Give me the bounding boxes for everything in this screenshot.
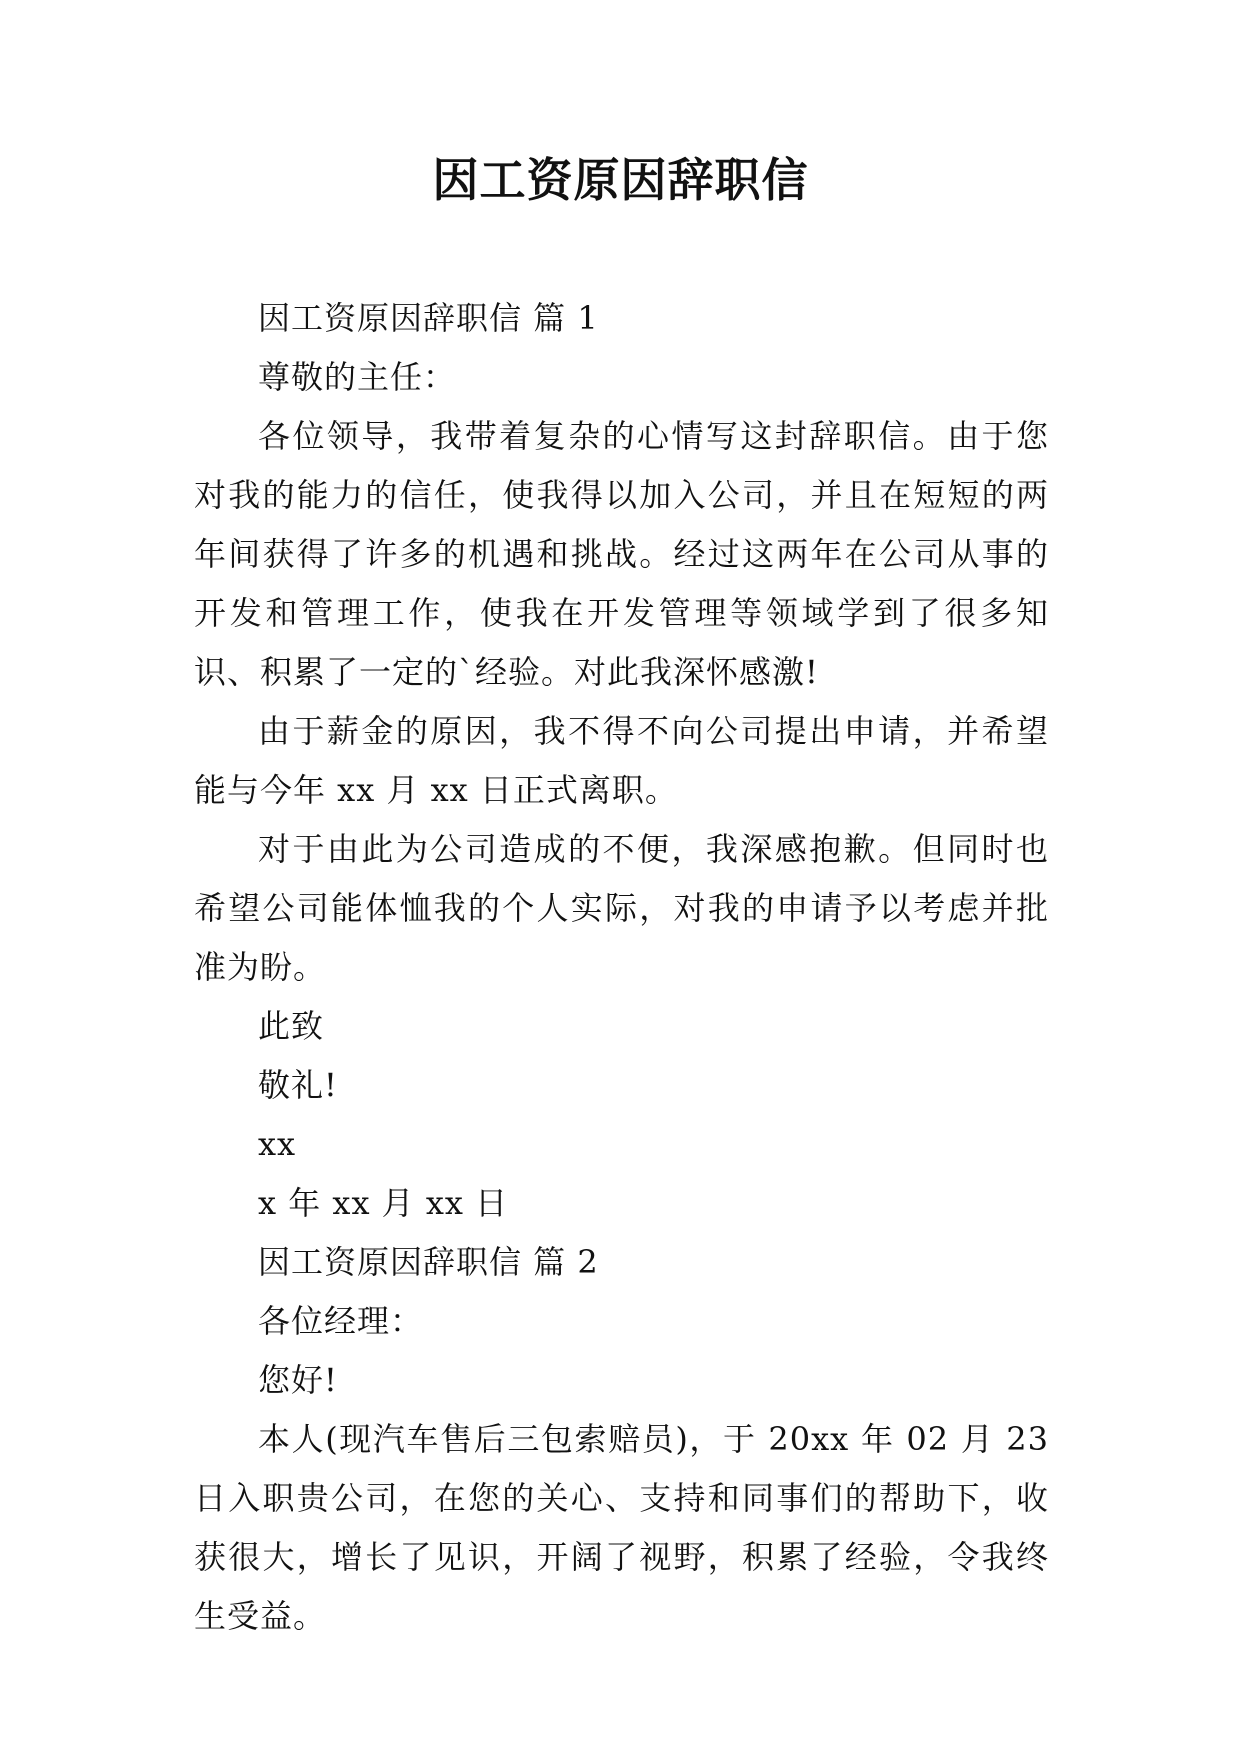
body-paragraph: 对于由此为公司造成的不便，我深感抱歉。但同时也希望公司能体恤我的个人实际，对我的申请予以考虑并批准为盼。 bbox=[194, 830, 1049, 986]
body-paragraph: 本人(现汽车售后三包索赔员)，于 20xx 年 02 月 23 日入职贵公司，在您的关心、支持和同事们的帮助下，收获很大，增长了见识，开阔了视野，积累了经验，令我终生受益。 bbox=[194, 1420, 1049, 1635]
closing-regards: 敬礼! bbox=[258, 1066, 338, 1104]
document-title: 因工资原因辞职信 bbox=[432, 153, 809, 207]
signature-date: x 年 xx 月 xx 日 bbox=[258, 1184, 509, 1222]
signature-name: xx bbox=[258, 1125, 297, 1163]
section-heading-2: 因工资原因辞职信 篇 2 bbox=[258, 1243, 599, 1281]
greeting: 您好! bbox=[258, 1361, 338, 1399]
salutation: 尊敬的主任： bbox=[258, 358, 457, 396]
body-paragraph: 各位领导，我带着复杂的心情写这封辞职信。由于您对我的能力的信任，使我得以加入公司，并且在短短的两年间获得了许多的机遇和挑战。经过这两年在公司从事的开发和管理工作，使我在开发管理等领域学到了很多知识、积累了一定的`经验。对此我深怀感激! bbox=[194, 417, 1049, 691]
salutation: 各位经理： bbox=[258, 1302, 424, 1340]
body-paragraph: 由于薪金的原因，我不得不向公司提出申请，并希望能与今年 xx 月 xx 日正式离职。 bbox=[194, 712, 1049, 809]
section-heading-1: 因工资原因辞职信 篇 1 bbox=[258, 299, 599, 337]
closing-phrase: 此致 bbox=[258, 1007, 325, 1045]
document-body bbox=[194, 289, 1049, 1646]
